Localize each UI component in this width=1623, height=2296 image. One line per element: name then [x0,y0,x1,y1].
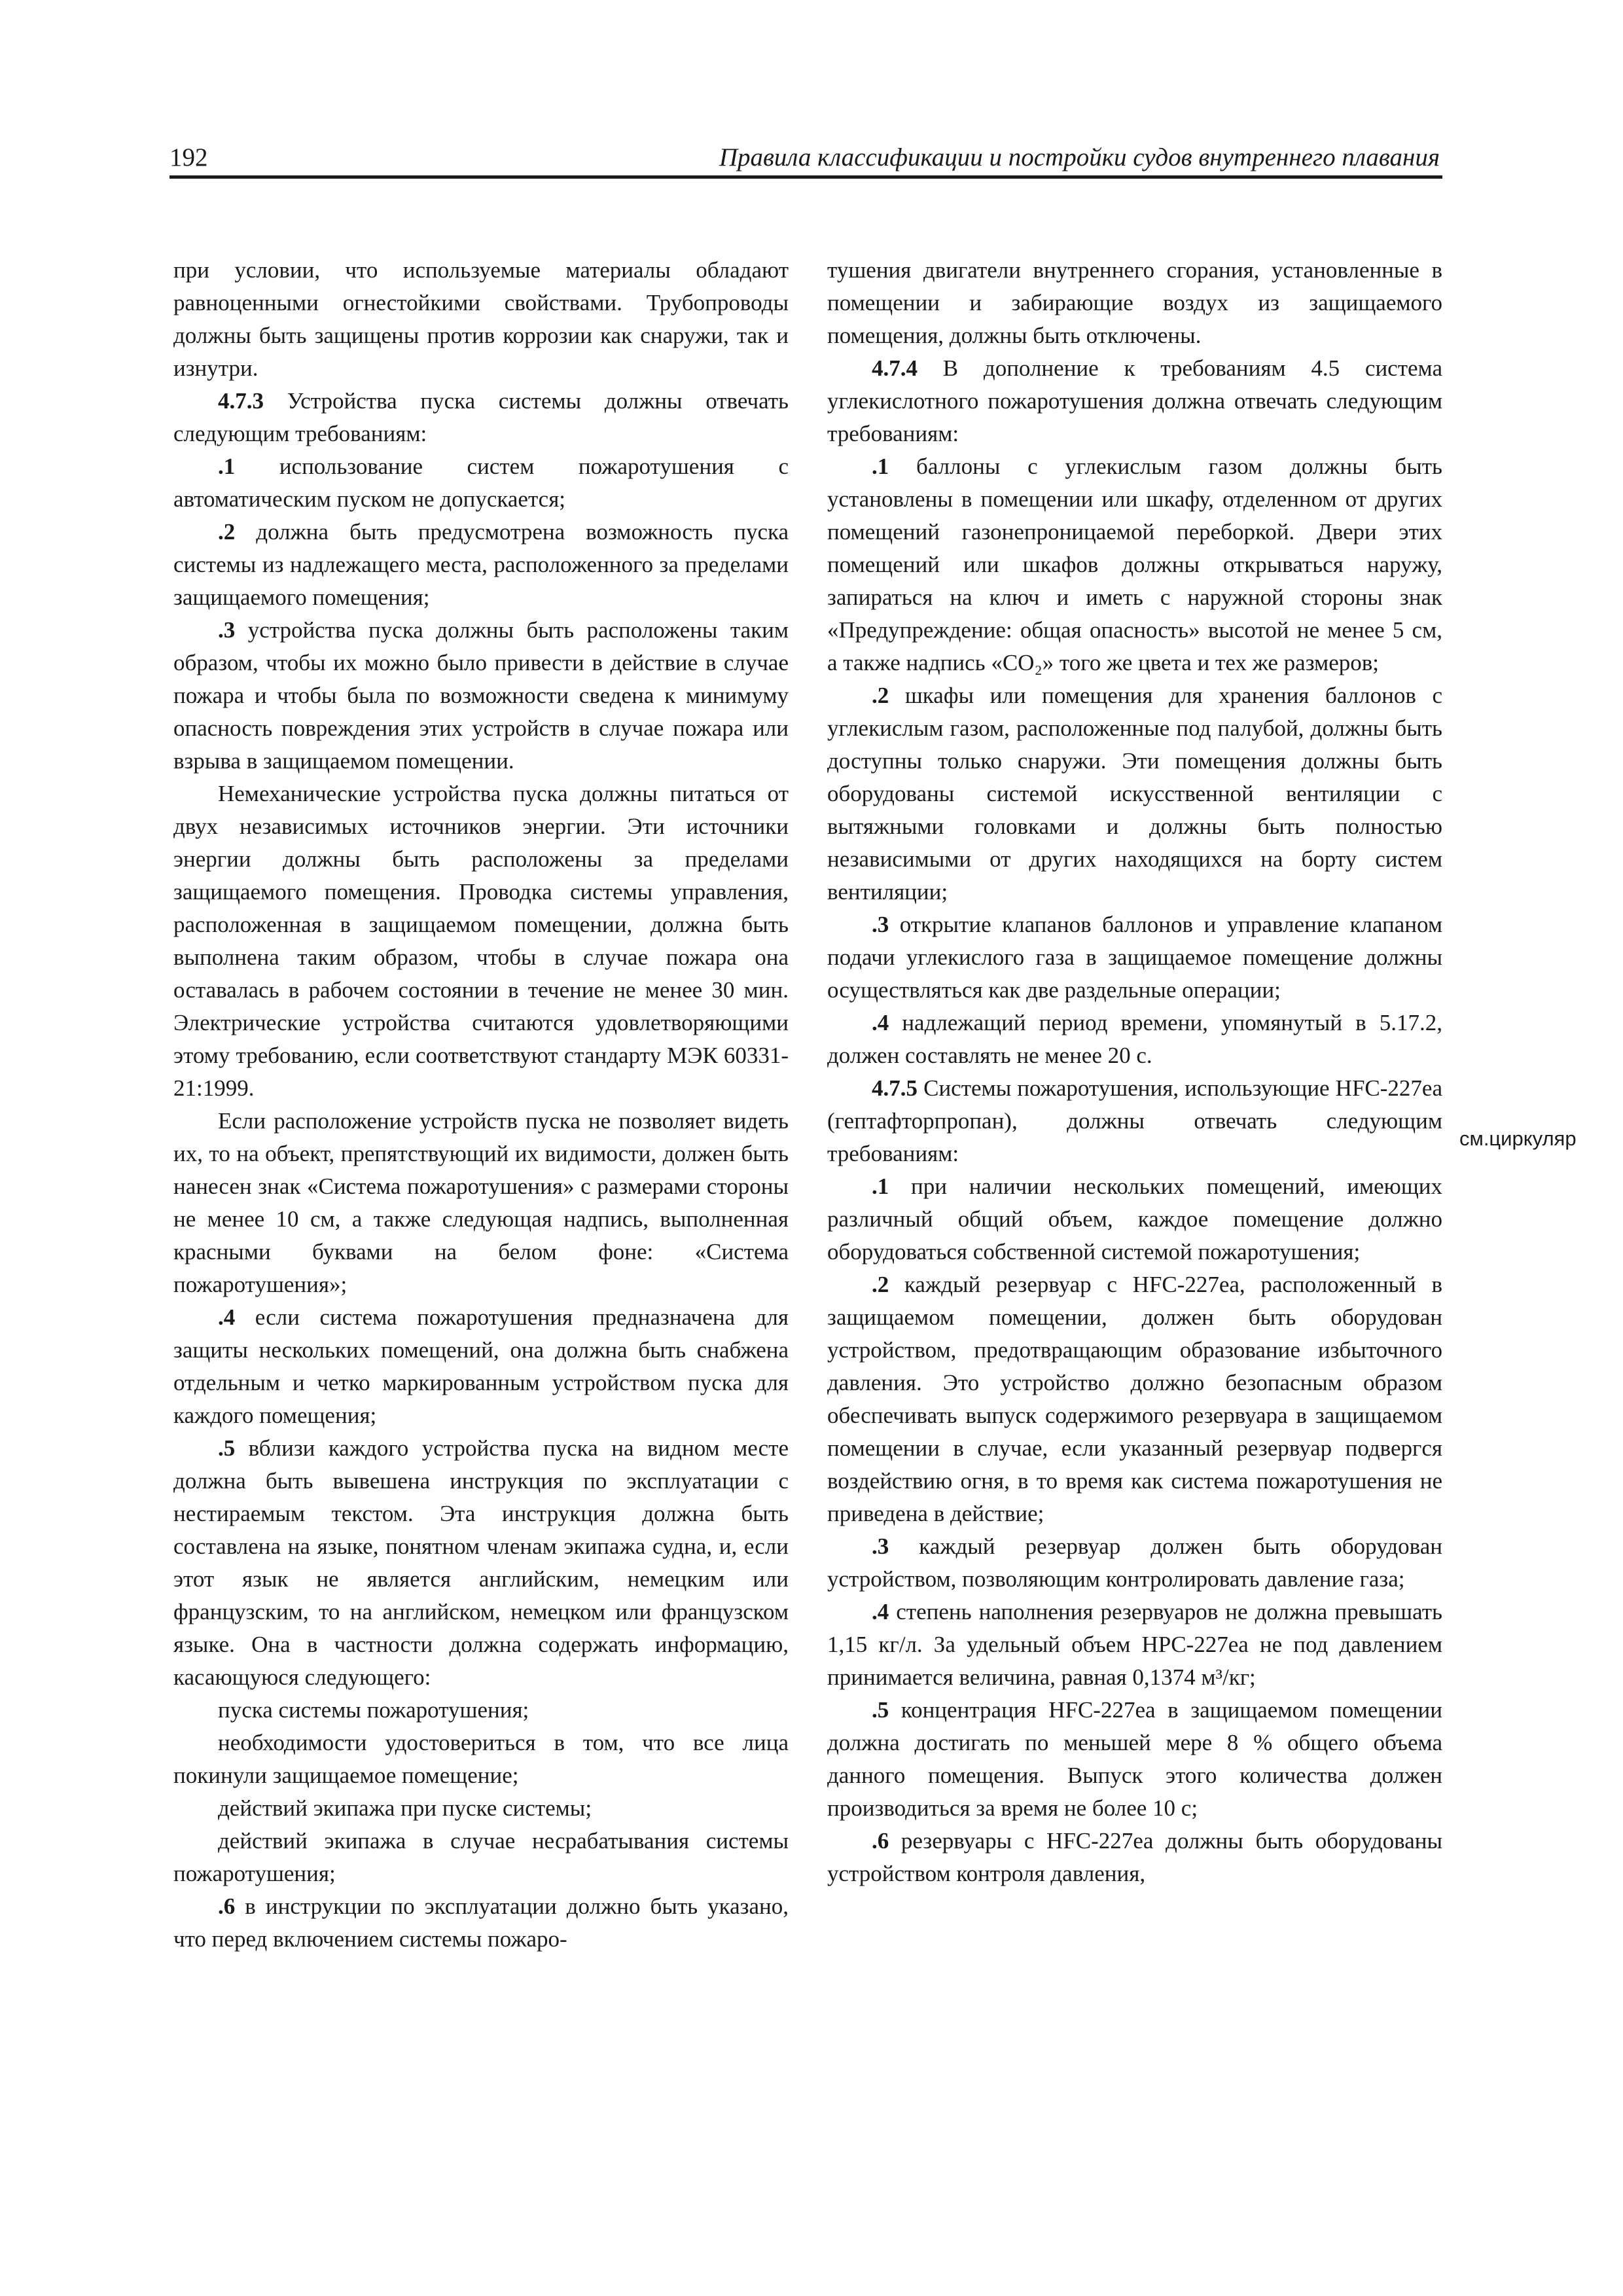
list-item: .1 баллоны с углекислым газом должны быть установлены в помещении или шкафу, отделенном от других помещений газонепроницаемой переборкой. Двери этих помещений или шкафов должны открываться наружу, запираться на ключ и иметь с наружной стороны знак «Предупреждение: общая опасность» высотой не менее 5 см, а также надпись «CO₂» того же цвета и тех же размеров; [827,454,1442,675]
margin-note[interactable]: см.циркуляр [1459,1127,1577,1150]
right-column [827,254,1442,1890]
paragraph: при условии, что используемые материалы обладают равноценными огнестойкими свойствами. Трубопроводы должны быть защищены против коррозии как снаружи, так и изнутри. [173,257,789,381]
clause-4-7-5: 4.7.5 Системы пожаротушения, использующие HFC-227ea (гептафторпропан), должны отвечать следующим требованиям: [827,1075,1442,1166]
paragraph: Немеханические устройства пуска должны питаться от двух независимых источников энергии. Эти источники энергии должны быть расположены за пределами защищаемого помещения. Проводка системы управления, расположенная в защищаемом помещении, должна быть выполнена таким образом, чтобы в случае пожара она оставалась в рабочем состоянии в течение не менее 30 мин. Электрические устройства считаются удовлетворяющими этому требованию, если соответствуют стандарту МЭК 60331-21:1999. [173,781,789,1101]
list-item: .1 при наличии нескольких помещений, имеющих различный общий объем, каждое помещение должно оборудоваться собственной системой пожаротушения; [827,1174,1442,1265]
list-item: .3 каждый резервуар должен быть оборудован устройством, позволяющим контролировать давление газа; [827,1534,1442,1592]
list-item: необходимости удостовериться в том, что все лица покинули защищаемое помещение; [173,1730,789,1788]
header-rule [169,175,1442,179]
running-title: Правила классификации и постройки судов внутреннего плавания [719,143,1440,171]
list-item: действий экипажа в случае несрабатывания системы пожаротушения; [173,1828,789,1886]
list-item: .3 устройства пуска должны быть расположены таким образом, чтобы их можно было привести в действие в случае пожара и чтобы была по возможности сведена к минимуму опасность повреждения этих устройств в случае пожара или взрыва в защищаемом помещении. [173,617,789,774]
page-number: 192 [169,143,208,171]
list-item: .4 если система пожаротушения предназначена для защиты нескольких помещений, она должна быть снабжена отдельным и четко маркированным устройством пуска для каждого помещения; [173,1304,789,1428]
list-item: .1 использование систем пожаротушения с автоматическим пуском не допускается; [173,454,789,512]
list-item: пуска системы пожаротушения; [218,1697,529,1723]
list-item: .2 каждый резервуар с HFC-227ea, расположенный в защищаемом помещении, должен быть оборудован устройством, предотвращающим образование избыточного давления. Это устройство должно безопасным образом обеспечивать выпуск содержимого резервуара в защищаемом помещении в случае, если указанный резервуар подвергся воздействию огня, в то время как система пожаротушения не приведена в действие; [827,1272,1442,1526]
list-item: .5 вблизи каждого устройства пуска на видном месте должна быть вывешена инструкция по эксплуатации с нестираемым текстом. Эта инструкция должна быть составлена на языке, понятном членам экипажа судна, и, если этот язык не является английским, немецким или французским, то на английском, немецком или французском языке. Она в частности должна содержать информацию, касающуюся следующего: [173,1435,789,1690]
list-item: .2 шкафы или помещения для хранения баллонов с углекислым газом, расположенные под палубой, должны быть доступны только снаружи. Эти помещения должны быть оборудованы системой искусственной вентиляции с вытяжными головками и должны быть полностью независимыми от других находящихся на борту систем вентиляции; [827,683,1442,905]
paragraph: Если расположение устройств пуска не позволяет видеть их, то на объект, препятствующий их видимости, должен быть нанесен знак «Система пожаротушения» с размерами стороны не менее 10 см, а также следующая надпись, выполненная красными буквами на белом фоне: «Система пожаротушения»; [173,1108,789,1297]
list-item: .5 концентрация HFC-227ea в защищаемом помещении должна достигать по меньшей мере 8 % общего объема данного помещения. Выпуск этого количества должен производиться за время не более 10 с; [827,1697,1442,1821]
clause-4-7-3: 4.7.3 Устройства пуска системы должны отвечать следующим требованиям: [173,388,789,446]
list-item: .4 степень наполнения резервуаров не должна превышать 1,15 кг/л. За удельный объем HPC-227ea не под давлением принимается величина, равная 0,1374 м³/кг; [827,1599,1442,1690]
paragraph: тушения двигатели внутреннего сгорания, установленные в помещении и забирающие воздух из защищаемого помещения, должны быть отключены. [827,257,1442,348]
left-column [173,254,789,1956]
list-item: .3 открытие клапанов баллонов и управление клапаном подачи углекислого газа в защищаемое помещение должны осуществляться как две раздельные операции; [827,912,1442,1003]
list-item: .6 резервуары с HFC-227ea должны быть оборудованы устройством контроля давления, [827,1828,1442,1886]
list-item: .2 должна быть предусмотрена возможность пуска системы из надлежащего места, расположенного за пределами защищаемого помещения; [173,519,789,610]
list-item: .6 в инструкции по эксплуатации должно быть указано, что перед включением системы пожаро- [173,1893,789,1952]
list-item: .4 надлежащий период времени, упомянутый в 5.17.2, должен составлять не менее 20 с. [827,1010,1442,1068]
list-item: действий экипажа при пуске системы; [218,1795,592,1821]
clause-4-7-4: 4.7.4 В дополнение к требованиям 4.5 система углекислотного пожаротушения должна отвечать следующим требованиям: [827,355,1442,446]
